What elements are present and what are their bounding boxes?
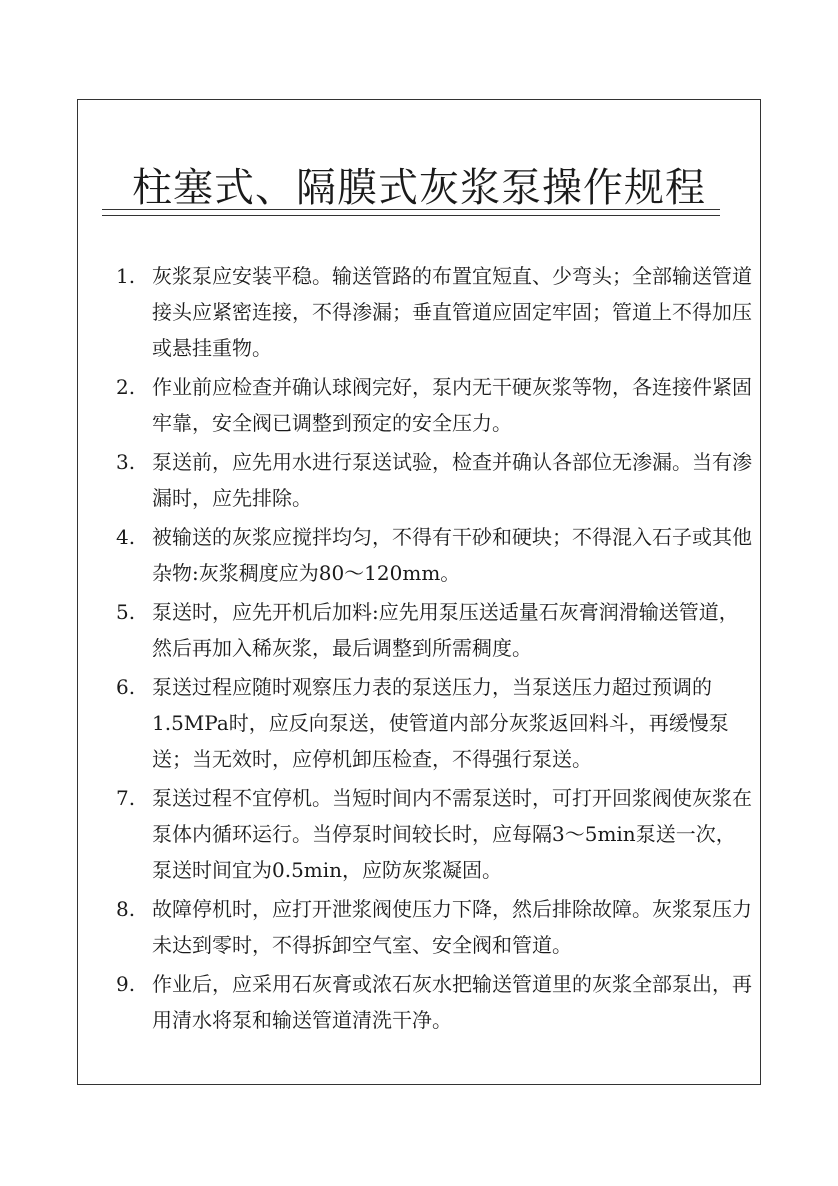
item-text: 泵送时，应先开机后加料:应先用泵压送适量石灰膏润滑输送管道，然后再加入稀灰浆，最后调整到所需稠度。: [152, 600, 739, 660]
list-item: [78, 444, 760, 516]
list-item: [78, 594, 760, 666]
item-number: 3.: [116, 450, 136, 474]
item-text: 泵送前，应先用水进行泵送试验，检查并确认各部位无渗漏。当有渗漏时，应先排除。: [152, 450, 752, 510]
document-title: 柱塞式、隔膜式灰浆泵操作规程: [132, 165, 706, 211]
item-number: 5.: [116, 600, 136, 624]
list-item: [78, 258, 760, 366]
item-text: 作业后，应采用石灰膏或浓石灰水把输送管道里的灰浆全部泵出，再用清水将泵和输送管道清洗干净。: [152, 972, 752, 1032]
item-text: 被输送的灰浆应搅拌均匀，不得有干砂和硬块；不得混入石子或其他杂物:灰浆稠度应为80～120mm。: [152, 525, 752, 585]
list-item: [78, 891, 760, 963]
list-item: [78, 780, 760, 888]
item-number: 2.: [116, 375, 136, 399]
item-number: 6.: [116, 675, 136, 699]
title-underline-bottom: [102, 215, 720, 216]
item-number: 4.: [116, 525, 136, 549]
list-item: [78, 519, 760, 591]
list-item: [78, 966, 760, 1038]
title-underline-top: [102, 209, 720, 210]
item-number: 1.: [116, 264, 136, 288]
item-text: 泵送过程应随时观察压力表的泵送压力，当泵送压力超过预调的1.5MPa时，应反向泵送，使管道内部分灰浆返回料斗，再缓慢泵送；当无效时，应停机卸压检查，不得强行泵送。: [152, 675, 729, 771]
item-text: 泵送过程不宜停机。当短时间内不需泵送时，可打开回浆阀使灰浆在泵体内循环运行。当停泵时间较长时，应每隔3～5min泵送一次，泵送时间宜为0.5min，应防灰浆凝固。: [152, 786, 752, 882]
list-item: [78, 669, 760, 777]
item-number: 7.: [116, 786, 136, 810]
item-number: 9.: [116, 972, 136, 996]
document-frame: [77, 99, 761, 1085]
list-item: [78, 369, 760, 441]
item-text: 作业前应检查并确认球阀完好，泵内无干硬灰浆等物，各连接件紧固牢靠，安全阀已调整到预定的安全压力。: [152, 375, 752, 435]
procedure-list: [78, 258, 760, 1041]
item-text: 灰浆泵应安装平稳。输送管路的布置宜短直、少弯头；全部输送管道接头应紧密连接，不得渗漏；垂直管道应固定牢固；管道上不得加压或悬挂重物。: [152, 264, 752, 360]
item-number: 8.: [116, 897, 136, 921]
item-text: 故障停机时，应打开泄浆阀使压力下降，然后排除故障。灰浆泵压力未达到零时，不得拆卸空气室、安全阀和管道。: [152, 897, 752, 957]
